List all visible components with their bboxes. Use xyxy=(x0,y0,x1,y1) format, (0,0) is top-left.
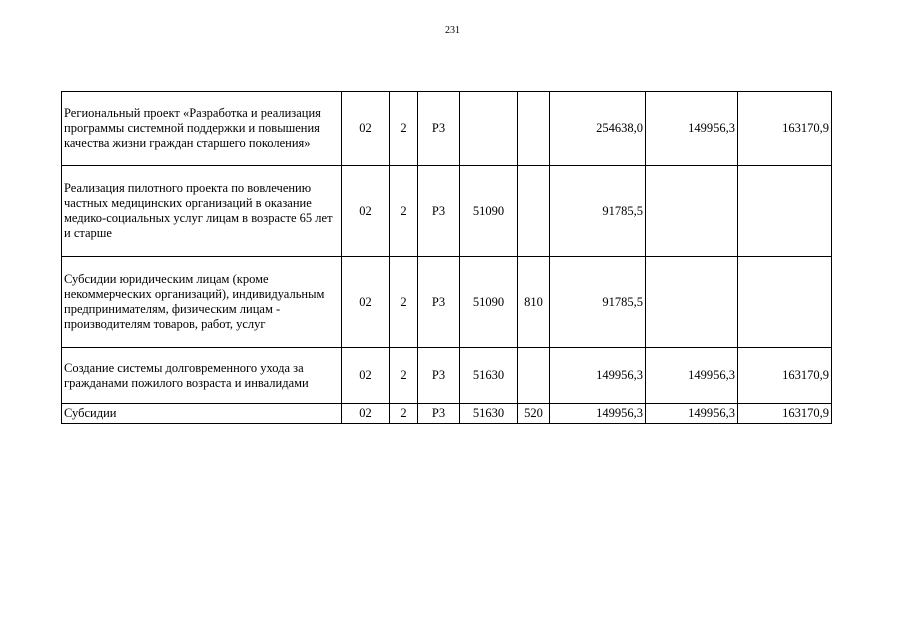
amount-2-cell: 149956,3 xyxy=(646,348,738,404)
amount-3-cell: 163170,9 xyxy=(738,92,832,166)
budget-table xyxy=(61,91,832,424)
kvr-cell xyxy=(518,166,550,257)
program-cell: Р3 xyxy=(418,166,460,257)
program-cell: Р3 xyxy=(418,404,460,424)
amount-3-cell xyxy=(738,166,832,257)
row-name-cell: Реализация пилотного проекта по вовлечению частных медицинских организаций в оказание медико-социальных услуг лицам в возрасте 65 лет и старше xyxy=(62,166,342,257)
amount-2-cell: 149956,3 xyxy=(646,404,738,424)
section-cell: 02 xyxy=(342,166,390,257)
code-cell: 51090 xyxy=(460,257,518,348)
amount-1-cell: 91785,5 xyxy=(550,166,646,257)
program-cell: Р3 xyxy=(418,257,460,348)
table-row xyxy=(62,166,832,257)
kvr-cell: 810 xyxy=(518,257,550,348)
amount-2-cell xyxy=(646,257,738,348)
section-cell: 02 xyxy=(342,92,390,166)
table-row xyxy=(62,348,832,404)
program-cell: Р3 xyxy=(418,348,460,404)
table-row xyxy=(62,92,832,166)
subsection-cell: 2 xyxy=(390,257,418,348)
table-row xyxy=(62,404,832,424)
subsection-cell: 2 xyxy=(390,92,418,166)
subsection-cell: 2 xyxy=(390,166,418,257)
amount-2-cell xyxy=(646,166,738,257)
amount-1-cell: 91785,5 xyxy=(550,257,646,348)
kvr-cell xyxy=(518,348,550,404)
code-cell: 51090 xyxy=(460,166,518,257)
amount-3-cell: 163170,9 xyxy=(738,404,832,424)
subsection-cell: 2 xyxy=(390,348,418,404)
amount-1-cell: 254638,0 xyxy=(550,92,646,166)
subsection-cell: 2 xyxy=(390,404,418,424)
row-name-cell: Субсидии xyxy=(62,404,342,424)
section-cell: 02 xyxy=(342,404,390,424)
code-cell xyxy=(460,92,518,166)
amount-1-cell: 149956,3 xyxy=(550,404,646,424)
section-cell: 02 xyxy=(342,257,390,348)
row-name-cell: Создание системы долговременного ухода за гражданами пожилого возраста и инвалидами xyxy=(62,348,342,404)
code-cell: 51630 xyxy=(460,348,518,404)
kvr-cell: 520 xyxy=(518,404,550,424)
page-number: 231 xyxy=(445,25,460,36)
table-row xyxy=(62,257,832,348)
amount-3-cell xyxy=(738,257,832,348)
amount-3-cell: 163170,9 xyxy=(738,348,832,404)
code-cell: 51630 xyxy=(460,404,518,424)
row-name-cell: Субсидии юридическим лицам (кроме некоммерческих организаций), индивидуальным предпринимателям, физическим лицам - производителям товаров, работ, услуг xyxy=(62,257,342,348)
kvr-cell xyxy=(518,92,550,166)
row-name-cell: Региональный проект «Разработка и реализация программы системной поддержки и повышения качества жизни граждан старшего поколения» xyxy=(62,92,342,166)
amount-2-cell: 149956,3 xyxy=(646,92,738,166)
amount-1-cell: 149956,3 xyxy=(550,348,646,404)
section-cell: 02 xyxy=(342,348,390,404)
program-cell: Р3 xyxy=(418,92,460,166)
